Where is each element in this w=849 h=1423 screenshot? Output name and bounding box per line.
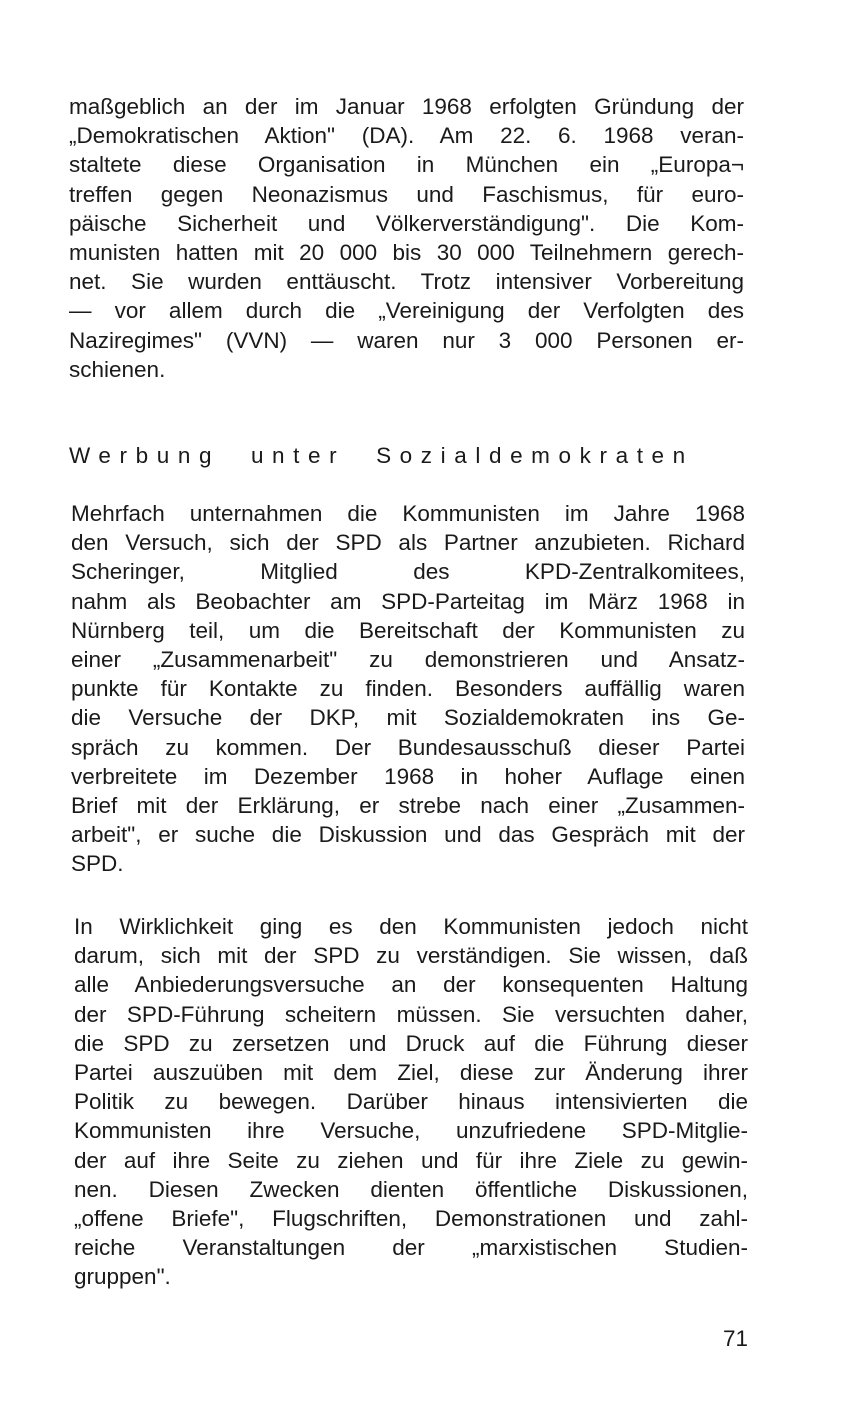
text-line: nahm als Beobachter am SPD-Parteitag im März 1968 in — [71, 588, 745, 614]
text-line: „Demokratischen Aktion" (DA). Am 22. 6. 1968 veran- — [69, 123, 744, 149]
text-line: Naziregimes" (VVN) — waren nur 3 000 Personen er- — [69, 327, 744, 353]
text-line: einer „Zusammenarbeit" zu demonstrieren und Ansatz- — [71, 646, 745, 672]
text-line: SPD. — [71, 851, 124, 877]
text-line: gruppen". — [74, 1264, 171, 1290]
text-line: staltete diese Organisation in München ein „Europa¬ — [69, 152, 744, 178]
text-line: die SPD zu zersetzen und Druck auf die Führung dieser — [74, 1030, 748, 1056]
text-line: Nürnberg teil, um die Bereitschaft der Kommunisten zu — [71, 617, 745, 643]
text-line: net. Sie wurden enttäuscht. Trotz intensiver Vorbereitung — [69, 269, 744, 295]
text-line: maßgeblich an der im Januar 1968 erfolgten Gründung der — [69, 94, 744, 119]
text-line: der SPD-Führung scheitern müssen. Sie versuchten daher, — [74, 1001, 748, 1027]
text-line: — vor allem durch die „Vereinigung der Verfolgten des — [69, 298, 744, 324]
text-line: arbeit", er suche die Diskussion und das Gespräch mit der — [71, 822, 745, 848]
section-heading: Werbung unter Sozialdemokraten — [69, 443, 694, 468]
page-number: 71 — [723, 1326, 749, 1351]
text-line: Scheringer, Mitglied des KPD-Zentralkomitees, — [71, 559, 745, 585]
text-line: Kommunisten ihre Versuche, unzufriedene SPD-Mitglie- — [74, 1118, 748, 1144]
text-line: schienen. — [69, 356, 166, 382]
paragraph-3 — [74, 912, 748, 1291]
text-line: In Wirklichkeit ging es den Kommunisten jedoch nicht — [74, 914, 748, 939]
text-line: Partei auszuüben mit dem Ziel, diese zur Änderung ihrer — [74, 1059, 748, 1085]
text-line: der auf ihre Seite zu ziehen und für ihre Ziele zu gewin- — [74, 1147, 748, 1173]
text-line: nen. Diesen Zwecken dienten öffentliche Diskussionen, — [74, 1176, 748, 1202]
paragraph-2 — [71, 499, 745, 878]
text-line: reiche Veranstaltungen der „marxistischen Studien- — [74, 1235, 748, 1261]
text-line: „offene Briefe", Flugschriften, Demonstrationen und zahl- — [74, 1205, 748, 1231]
paragraph-1 — [69, 92, 744, 384]
text-line: darum, sich mit der SPD zu verständigen. Sie wissen, daß — [74, 943, 748, 969]
text-line: Brief mit der Erklärung, er strebe nach einer „Zusammen- — [71, 792, 745, 818]
text-line: den Versuch, sich der SPD als Partner anzubieten. Richard — [71, 530, 745, 556]
text-line: punkte für Kontakte zu finden. Besonders auffällig waren — [71, 676, 745, 702]
text-line: alle Anbiederungsversuche an der konsequenten Haltung — [74, 972, 748, 998]
text-line: treffen gegen Neonazismus und Faschismus, für euro- — [69, 181, 744, 207]
text-line: Mehrfach unternahmen die Kommunisten im Jahre 1968 — [71, 501, 745, 526]
text-line: Politik zu bewegen. Darüber hinaus intensivierten die — [74, 1089, 748, 1115]
text-line: spräch zu kommen. Der Bundesausschuß dieser Partei — [71, 734, 745, 760]
text-line: die Versuche der DKP, mit Sozialdemokraten ins Ge- — [71, 705, 745, 731]
text-line: munisten hatten mit 20 000 bis 30 000 Teilnehmern gerech- — [69, 239, 744, 265]
text-line: päische Sicherheit und Völkerverständigung". Die Kom- — [69, 210, 744, 236]
text-line: verbreitete im Dezember 1968 in hoher Auflage einen — [71, 763, 745, 789]
